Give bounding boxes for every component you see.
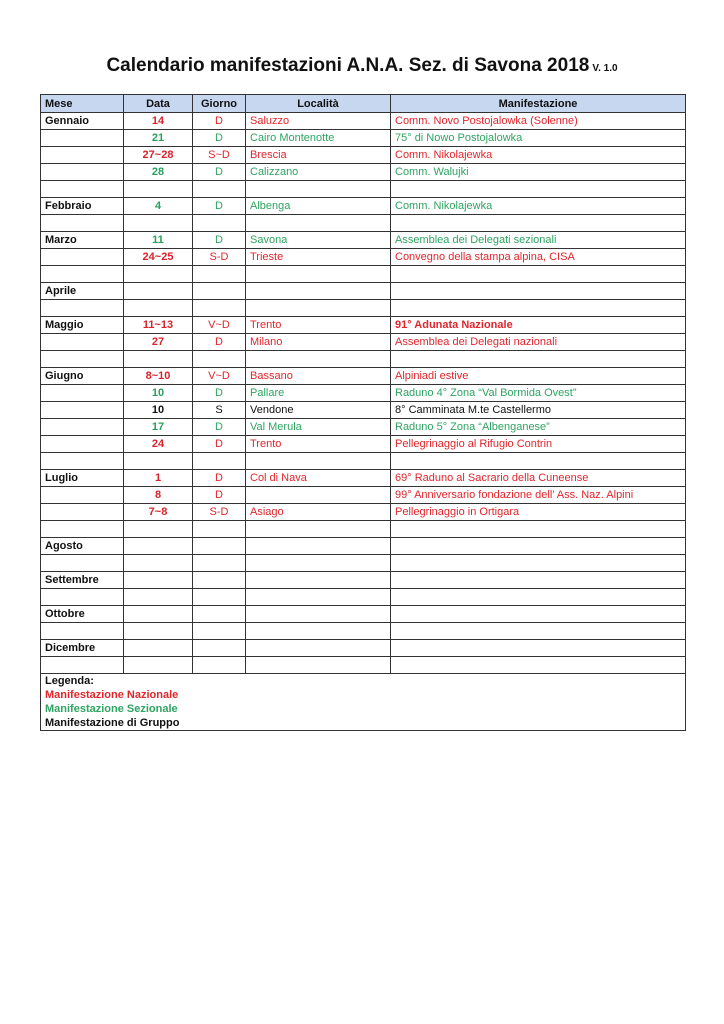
cell-manifestazione (391, 555, 686, 572)
cell-manifestazione: 99° Anniversario fondazione dell’ Ass. Naz. Alpini (391, 487, 686, 504)
cell-mese (41, 623, 124, 640)
table-row (41, 198, 686, 215)
cell-manifestazione: Comm. Nikolajewka (391, 198, 686, 215)
cell-giorno (193, 640, 246, 657)
cell-mese (41, 334, 124, 351)
cell-data (124, 266, 193, 283)
cell-manifestazione (391, 215, 686, 232)
cell-mese (41, 589, 124, 606)
cell-localita (246, 351, 391, 368)
table-row (41, 266, 686, 283)
cell-mese: Maggio (41, 317, 124, 334)
legend-title: Legenda: (45, 675, 94, 687)
cell-data (124, 351, 193, 368)
cell-localita (246, 521, 391, 538)
cell-data (124, 623, 193, 640)
cell-localita: Vendone (246, 402, 391, 419)
cell-localita (246, 640, 391, 657)
cell-giorno: V~D (193, 368, 246, 385)
cell-manifestazione: Assemblea dei Delegati nazionali (391, 334, 686, 351)
cell-manifestazione (391, 300, 686, 317)
table-row (41, 181, 686, 198)
cell-localita: Trieste (246, 249, 391, 266)
cell-manifestazione: Comm. Nikolajewka (391, 147, 686, 164)
cell-mese (41, 249, 124, 266)
table-row (41, 470, 686, 487)
cell-mese: Luglio (41, 470, 124, 487)
cell-giorno: D (193, 198, 246, 215)
cell-data: 24~25 (124, 249, 193, 266)
table-row (41, 402, 686, 419)
header-manifestazione: Manifestazione (391, 95, 686, 113)
cell-manifestazione: Alpiniadi estive (391, 368, 686, 385)
cell-localita: Trento (246, 436, 391, 453)
cell-giorno: S~D (193, 147, 246, 164)
cell-mese (41, 555, 124, 572)
cell-manifestazione (391, 640, 686, 657)
version-label: V. 1.0 (592, 63, 618, 74)
cell-localita (246, 572, 391, 589)
cell-data: 17 (124, 419, 193, 436)
table-row (41, 487, 686, 504)
cell-giorno: D (193, 130, 246, 147)
cell-localita: Bassano (246, 368, 391, 385)
legend (41, 674, 686, 731)
cell-mese: Dicembre (41, 640, 124, 657)
cell-giorno (193, 300, 246, 317)
title-text: Calendario manifestazioni A.N.A. Sez. di Savona 2018 (106, 55, 590, 76)
cell-giorno: V~D (193, 317, 246, 334)
legend-sezionale: Manifestazione Sezionale (45, 703, 178, 715)
table-row (41, 283, 686, 300)
header-data: Data (124, 95, 193, 113)
cell-manifestazione (391, 453, 686, 470)
cell-giorno: D (193, 436, 246, 453)
cell-mese (41, 504, 124, 521)
cell-localita: Saluzzo (246, 113, 391, 130)
legend-gruppo: Manifestazione di Gruppo (45, 717, 180, 729)
table-row (41, 589, 686, 606)
cell-data: 28 (124, 164, 193, 181)
cell-manifestazione: Assemblea dei Delegati sezionali (391, 232, 686, 249)
cell-manifestazione: Pellegrinaggio al Rifugio Contrin (391, 436, 686, 453)
cell-mese: Febbraio (41, 198, 124, 215)
cell-data (124, 589, 193, 606)
cell-localita: Asiago (246, 504, 391, 521)
table-row (41, 130, 686, 147)
cell-manifestazione (391, 266, 686, 283)
cell-mese: Settembre (41, 572, 124, 589)
cell-data (124, 657, 193, 674)
cell-giorno (193, 181, 246, 198)
cell-data (124, 521, 193, 538)
cell-data: 24 (124, 436, 193, 453)
cell-manifestazione (391, 181, 686, 198)
cell-manifestazione (391, 623, 686, 640)
cell-mese (41, 147, 124, 164)
cell-mese (41, 436, 124, 453)
cell-manifestazione: Comm. Walujki (391, 164, 686, 181)
cell-manifestazione: Raduno 5° Zona “Albenganese” (391, 419, 686, 436)
cell-giorno (193, 555, 246, 572)
table-row (41, 351, 686, 368)
table-row (41, 300, 686, 317)
table-row (41, 606, 686, 623)
cell-giorno: D (193, 232, 246, 249)
cell-data (124, 283, 193, 300)
cell-mese (41, 657, 124, 674)
header-giorno: Giorno (193, 95, 246, 113)
cell-manifestazione: Comm. Novo Postojalowka (Solenne) (391, 113, 686, 130)
table-row (41, 385, 686, 402)
cell-manifestazione (391, 657, 686, 674)
cell-manifestazione: 91° Adunata Nazionale (391, 317, 686, 334)
cell-giorno (193, 606, 246, 623)
cell-data: 8 (124, 487, 193, 504)
cell-localita (246, 487, 391, 504)
cell-giorno (193, 283, 246, 300)
cell-data: 11 (124, 232, 193, 249)
cell-giorno: D (193, 419, 246, 436)
cell-giorno: D (193, 113, 246, 130)
cell-mese: Agosto (41, 538, 124, 555)
table-row (41, 232, 686, 249)
cell-manifestazione (391, 521, 686, 538)
cell-data (124, 555, 193, 572)
document-title (0, 55, 724, 77)
cell-manifestazione (391, 351, 686, 368)
cell-giorno: S (193, 402, 246, 419)
table-body (41, 113, 686, 674)
cell-manifestazione: 8° Camminata M.te Castellermo (391, 402, 686, 419)
cell-mese (41, 351, 124, 368)
cell-localita: Cairo Montenotte (246, 130, 391, 147)
cell-giorno: D (193, 470, 246, 487)
table-row (41, 317, 686, 334)
table-row (41, 249, 686, 266)
cell-localita (246, 657, 391, 674)
table-row (41, 147, 686, 164)
cell-localita: Brescia (246, 147, 391, 164)
cell-giorno (193, 215, 246, 232)
cell-giorno (193, 589, 246, 606)
cell-mese: Aprile (41, 283, 124, 300)
cell-data: 14 (124, 113, 193, 130)
cell-giorno (193, 521, 246, 538)
header-mese: Mese (41, 95, 124, 113)
cell-localita (246, 215, 391, 232)
cell-giorno: D (193, 334, 246, 351)
cell-mese: Ottobre (41, 606, 124, 623)
cell-localita (246, 623, 391, 640)
legend-nazionale: Manifestazione Nazionale (45, 689, 179, 701)
cell-giorno: S-D (193, 249, 246, 266)
table-row (41, 657, 686, 674)
table-row (41, 623, 686, 640)
table-header-row (41, 95, 686, 113)
table-row (41, 453, 686, 470)
cell-localita: Trento (246, 317, 391, 334)
cell-data (124, 572, 193, 589)
events-calendar-table (40, 94, 686, 731)
cell-giorno (193, 657, 246, 674)
cell-giorno (193, 623, 246, 640)
cell-mese (41, 130, 124, 147)
cell-mese (41, 266, 124, 283)
cell-giorno (193, 538, 246, 555)
cell-mese (41, 521, 124, 538)
legend-row (41, 674, 686, 731)
cell-data: 11~13 (124, 317, 193, 334)
table-row (41, 572, 686, 589)
table-row (41, 113, 686, 130)
cell-giorno (193, 266, 246, 283)
table-row (41, 504, 686, 521)
cell-mese (41, 300, 124, 317)
cell-manifestazione (391, 538, 686, 555)
cell-data (124, 453, 193, 470)
cell-mese (41, 181, 124, 198)
cell-data: 7~8 (124, 504, 193, 521)
cell-giorno (193, 572, 246, 589)
cell-localita: Val Merula (246, 419, 391, 436)
cell-manifestazione (391, 606, 686, 623)
cell-manifestazione: Pellegrinaggio in Ortigara (391, 504, 686, 521)
cell-data (124, 538, 193, 555)
cell-localita (246, 453, 391, 470)
cell-localita: Col di Nava (246, 470, 391, 487)
table-row (41, 334, 686, 351)
cell-mese: Marzo (41, 232, 124, 249)
cell-data: 8~10 (124, 368, 193, 385)
table-row (41, 436, 686, 453)
cell-mese: Gennaio (41, 113, 124, 130)
cell-giorno (193, 351, 246, 368)
cell-mese (41, 487, 124, 504)
cell-data (124, 606, 193, 623)
cell-data (124, 640, 193, 657)
cell-mese (41, 419, 124, 436)
cell-data (124, 300, 193, 317)
cell-localita (246, 606, 391, 623)
cell-giorno: D (193, 385, 246, 402)
cell-localita: Pallare (246, 385, 391, 402)
cell-manifestazione: 75° di Nowo Postojalowka (391, 130, 686, 147)
cell-localita (246, 283, 391, 300)
cell-manifestazione (391, 572, 686, 589)
cell-data (124, 215, 193, 232)
cell-giorno: D (193, 164, 246, 181)
cell-localita (246, 300, 391, 317)
table-row (41, 538, 686, 555)
table-row (41, 521, 686, 538)
cell-mese (41, 385, 124, 402)
cell-localita (246, 538, 391, 555)
table-row (41, 215, 686, 232)
table-row (41, 640, 686, 657)
cell-localita (246, 555, 391, 572)
cell-localita (246, 266, 391, 283)
cell-giorno: D (193, 487, 246, 504)
cell-localita: Albenga (246, 198, 391, 215)
cell-mese: Giugno (41, 368, 124, 385)
cell-localita: Savona (246, 232, 391, 249)
cell-data: 10 (124, 385, 193, 402)
cell-data: 27 (124, 334, 193, 351)
cell-localita (246, 181, 391, 198)
cell-manifestazione: Convegno della stampa alpina, CISA (391, 249, 686, 266)
cell-giorno: S-D (193, 504, 246, 521)
cell-localita (246, 589, 391, 606)
table-row (41, 368, 686, 385)
cell-data (124, 181, 193, 198)
header-localita: Località (246, 95, 391, 113)
cell-mese (41, 402, 124, 419)
cell-localita: Calizzano (246, 164, 391, 181)
cell-localita: Milano (246, 334, 391, 351)
cell-mese (41, 215, 124, 232)
cell-data: 10 (124, 402, 193, 419)
cell-data: 21 (124, 130, 193, 147)
table-row (41, 419, 686, 436)
table-row (41, 164, 686, 181)
cell-mese (41, 453, 124, 470)
cell-data: 1 (124, 470, 193, 487)
cell-data: 4 (124, 198, 193, 215)
table-row (41, 555, 686, 572)
cell-manifestazione: Raduno 4° Zona “Val Bormida Ovest” (391, 385, 686, 402)
cell-giorno (193, 453, 246, 470)
cell-mese (41, 164, 124, 181)
cell-data: 27~28 (124, 147, 193, 164)
cell-manifestazione: 69° Raduno al Sacrario della Cuneense (391, 470, 686, 487)
cell-manifestazione (391, 589, 686, 606)
cell-manifestazione (391, 283, 686, 300)
